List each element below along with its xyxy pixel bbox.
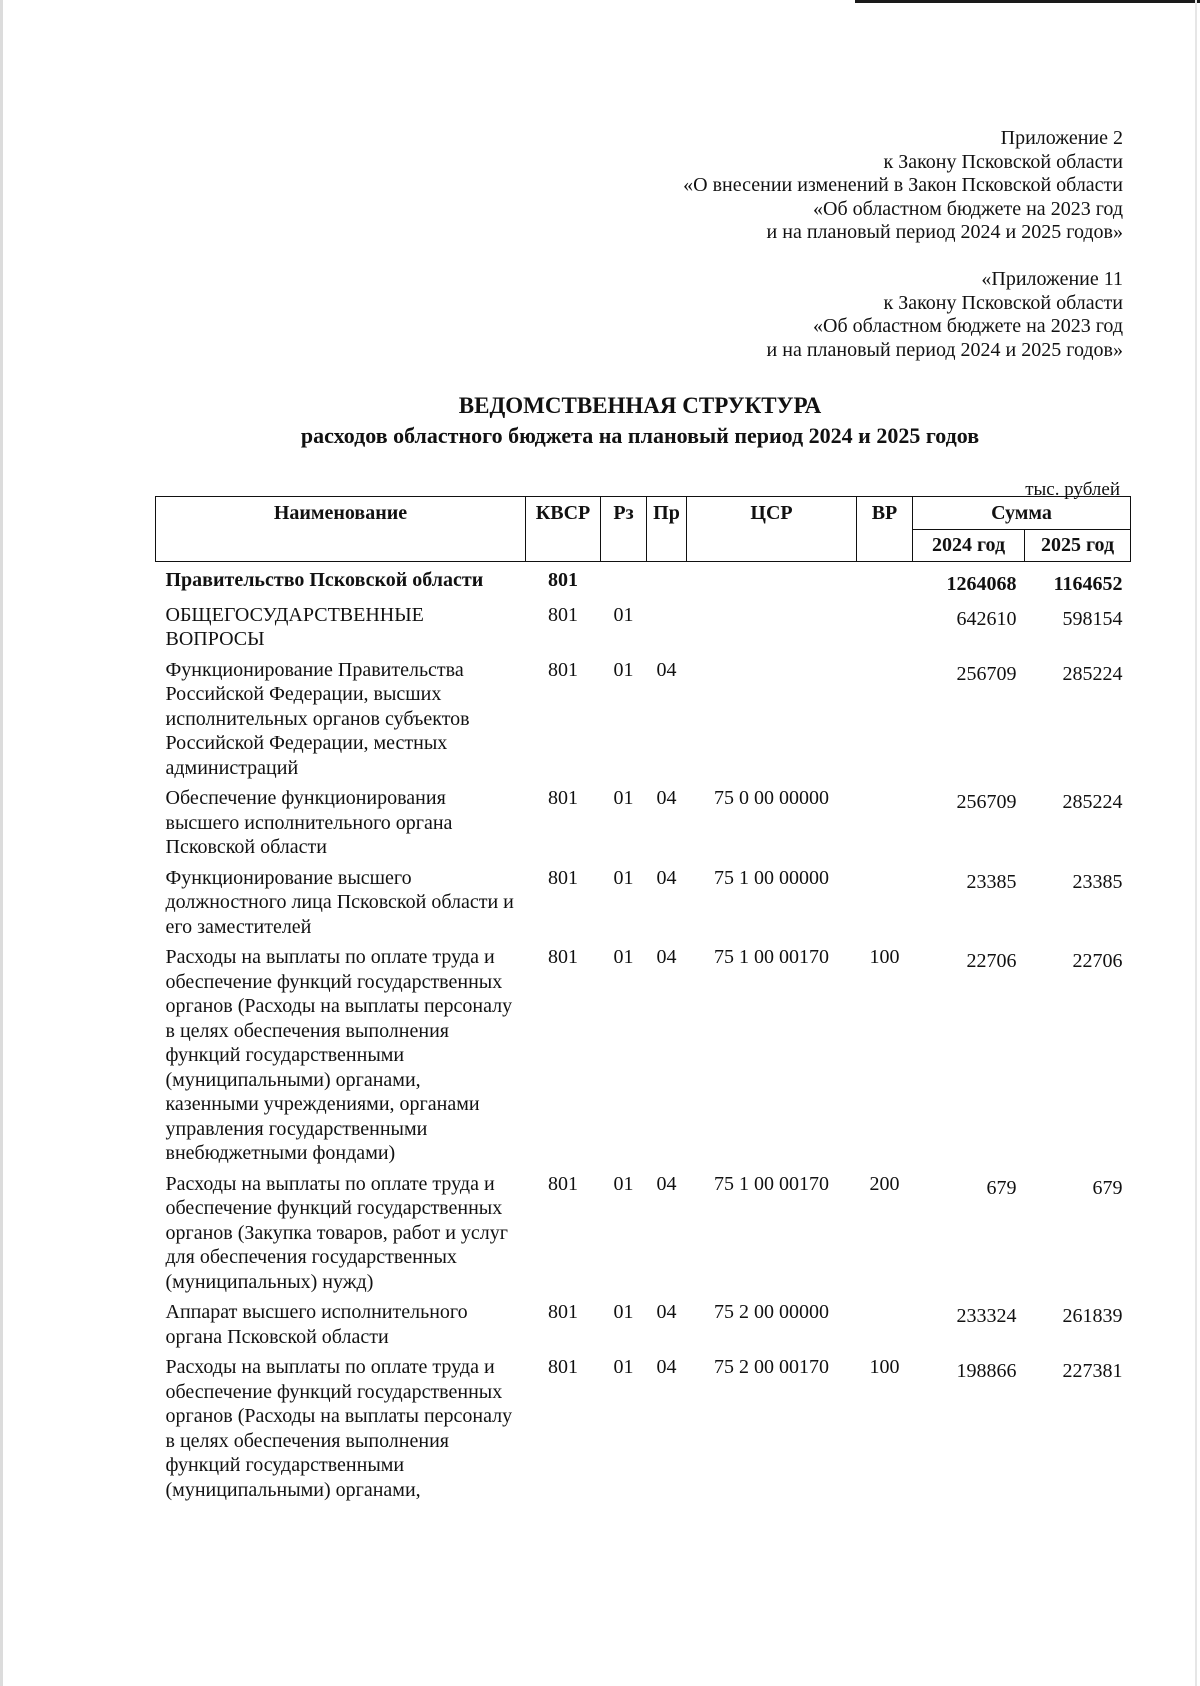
table-body [156, 562, 1131, 1503]
cell-2024: 1264068 [946, 573, 1017, 595]
cell-name: Обеспечение функционирования высшего исполнительного органа Псковской области [165, 787, 453, 858]
document-title: ВЕДОМСТВЕННАЯ СТРУКТУРА [458, 393, 822, 418]
header-line: «Об областном бюджете на 2023 год [813, 197, 1123, 220]
cell-pr: 04 [656, 946, 677, 968]
cell-2025: 285224 [1062, 662, 1123, 685]
cell-2024: 256709 [956, 662, 1017, 685]
cell-rz: 01 [613, 1356, 634, 1378]
header-rz: Рз [601, 497, 647, 562]
table-row [156, 562, 1131, 597]
header-sum: Сумма [913, 497, 1131, 530]
header-line: «Об областном бюджете на 2023 год [813, 315, 1123, 337]
table-row [156, 652, 1131, 781]
cell-vr [857, 652, 913, 781]
cell-vr [857, 1294, 913, 1349]
cell-name: Расходы на выплаты по оплате труда и обеспечение функций государственных органов (Расходы на выплаты персоналу в целях обеспечения выполнения функций государственными (муниципальными) органами, [165, 1356, 513, 1501]
cell-2025: 22706 [1072, 950, 1123, 972]
units-label: тыс. рублей [1025, 479, 1120, 500]
cell-csr: 75 1 00 00170 [714, 946, 829, 968]
cell-csr: 75 2 00 00000 [714, 1301, 829, 1323]
cell-name: Расходы на выплаты по оплате труда и обеспечение функций государственных органов (Закупка товаров, работ и услуг для обеспечения государственных (муниципальных) нужд) [165, 1172, 508, 1293]
cell-csr: 75 0 00 00000 [714, 787, 829, 809]
cell-pr: 04 [656, 1172, 677, 1195]
cell-csr [687, 597, 857, 652]
header-kvsr: КВСР [526, 497, 601, 562]
cell-rz: 01 [613, 1301, 634, 1323]
header-line: и на плановый период 2024 и 2025 годов» [766, 338, 1123, 361]
header-line: к Закону Псковской области [883, 150, 1123, 173]
cell-2025: 285224 [1062, 791, 1123, 813]
table-row [156, 597, 1131, 652]
header-line: Приложение 2 [1000, 127, 1123, 149]
cell-2024: 198866 [956, 1360, 1017, 1382]
cell-pr [647, 562, 687, 597]
cell-2025: 679 [1092, 1176, 1123, 1199]
cell-2025: 227381 [1062, 1360, 1123, 1382]
cell-rz [601, 562, 647, 597]
cell-vr [857, 780, 913, 860]
cell-rz: 01 [613, 787, 634, 809]
cell-pr: 04 [656, 787, 677, 809]
cell-name: Функционирование Правительства Российской Федерации, высших исполнительных органов субъектов Российской Федерации, местных администраций [165, 658, 470, 779]
top-edge-rule [855, 0, 1200, 3]
table-row [156, 780, 1131, 860]
scan-left-edge [0, 0, 3, 1686]
cell-2025: 261839 [1062, 1305, 1123, 1327]
cell-kvsr: 801 [548, 1301, 578, 1323]
cell-name: Правительство Псковской области [165, 569, 484, 591]
cell-kvsr: 801 [548, 569, 578, 591]
cell-csr [687, 562, 857, 597]
header-name: Наименование [156, 497, 526, 562]
cell-2024: 256709 [956, 791, 1017, 813]
cell-kvsr: 801 [548, 1172, 578, 1195]
cell-rz: 01 [613, 603, 634, 626]
scan-right-edge [1195, 0, 1197, 1686]
cell-name: Аппарат высшего исполнительного органа Псковской области [165, 1301, 468, 1348]
cell-2024: 233324 [956, 1305, 1017, 1327]
cell-pr: 04 [656, 866, 677, 889]
cell-2024: 23385 [966, 870, 1017, 893]
document-subtitle: расходов областного бюджета на плановый период 2024 и 2025 годов [300, 423, 980, 448]
table-row [156, 860, 1131, 940]
table-row [156, 939, 1131, 1166]
cell-kvsr: 801 [548, 1356, 578, 1378]
cell-kvsr: 801 [548, 866, 578, 889]
cell-vr: 200 [869, 1172, 900, 1195]
cell-rz: 01 [613, 866, 634, 889]
cell-name: Расходы на выплаты по оплате труда и обеспечение функций государственных органов (Расходы на выплаты персоналу в целях обеспечения выполнения функций государственными (муниципальными) органами, казенными учреждениями, органами управления государственными внебюджетными фондами) [165, 946, 513, 1164]
cell-pr: 04 [656, 1301, 677, 1323]
cell-csr: 75 1 00 00000 [714, 866, 829, 889]
cell-2025: 23385 [1072, 870, 1123, 893]
cell-rz: 01 [613, 1172, 634, 1195]
cell-kvsr: 801 [548, 787, 578, 809]
cell-csr: 75 1 00 00170 [714, 1172, 829, 1195]
cell-name: Функционирование высшего должностного лица Псковской области и его заместителей [165, 866, 514, 938]
cell-kvsr: 801 [548, 603, 578, 626]
header-year-2025: 2025 год [1025, 529, 1131, 562]
cell-csr [687, 652, 857, 781]
cell-kvsr: 801 [548, 658, 578, 681]
cell-vr [857, 860, 913, 940]
cell-vr: 100 [869, 1356, 900, 1378]
cell-2025: 1164652 [1053, 573, 1123, 595]
table-row [156, 1294, 1131, 1349]
cell-vr [857, 562, 913, 597]
appendix-2-header [683, 127, 1123, 245]
cell-kvsr: 801 [548, 946, 578, 968]
header-pr: Пр [647, 497, 687, 562]
cell-rz: 01 [613, 658, 634, 681]
cell-pr [647, 597, 687, 652]
header-line: «Приложение 11 [981, 268, 1123, 290]
table-row [156, 1166, 1131, 1295]
cell-vr [857, 597, 913, 652]
cell-2025: 598154 [1062, 607, 1123, 630]
cell-pr: 04 [656, 658, 677, 681]
cell-2024: 642610 [956, 607, 1017, 630]
cell-2024: 22706 [966, 950, 1017, 972]
header-line: и на плановый период 2024 и 2025 годов» [766, 221, 1123, 243]
cell-pr: 04 [656, 1356, 677, 1378]
table-row [156, 1349, 1131, 1502]
cell-vr: 100 [869, 946, 900, 968]
cell-csr: 75 2 00 00170 [714, 1356, 829, 1378]
cell-2024: 679 [986, 1176, 1017, 1199]
header-line: к Закону Псковской области [883, 291, 1123, 314]
header-line: «О внесении изменений в Закон Псковской области [683, 174, 1123, 196]
cell-rz: 01 [613, 946, 634, 968]
cell-name: ОБЩЕГОСУДАРСТВЕННЫЕ ВОПРОСЫ [165, 603, 424, 650]
header-vr: ВР [857, 497, 913, 562]
budget-table [155, 496, 1131, 1502]
header-csr: ЦСР [687, 497, 857, 562]
header-year-2024: 2024 год [913, 529, 1025, 562]
appendix-11-header [767, 268, 1123, 362]
